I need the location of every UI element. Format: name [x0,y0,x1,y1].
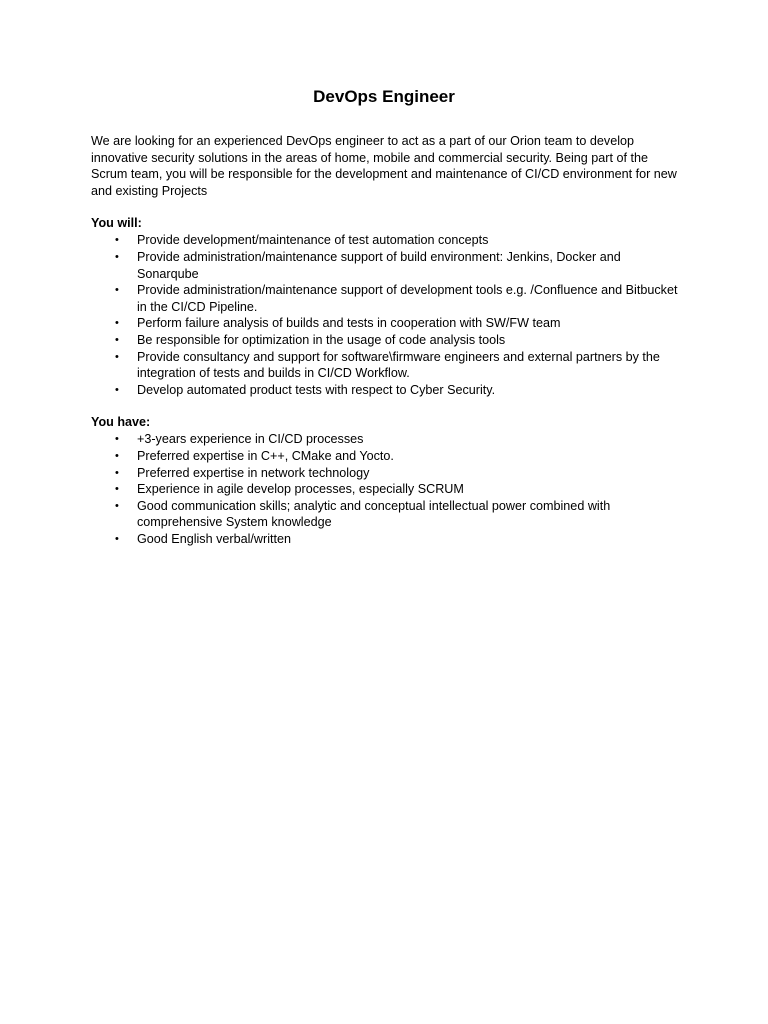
bullet-icon: • [115,383,119,396]
list-item-text: Provide administration/maintenance support of build environment: Jenkins, Docker and Sonarqube [137,249,621,281]
bullet-icon: • [115,433,119,446]
list-item-text: +3-years experience in CI/CD processes [137,432,364,447]
list-item [91,431,681,448]
list-item [91,465,681,482]
you-will-heading: You will: [91,216,142,231]
list-item-text: Good English verbal/written [137,531,292,546]
list-item-text: Provide consultancy and support for software\firmware engineers and external partners by the integration of tests and builds in CI/CD Workflow. [137,349,660,381]
list-item [91,531,681,548]
list-item [91,448,681,465]
list-item [91,481,681,498]
list-item-text: Develop automated product tests with respect to Cyber Security. [137,382,496,397]
bullet-icon: • [115,499,119,512]
bullet-icon: • [115,449,119,462]
list-item-text: Good communication skills; analytic and conceptual intellectual power combined with comprehensive System knowledge [137,498,611,530]
bullet-icon: • [115,250,119,263]
list-item-text: Provide development/maintenance of test automation concepts [137,233,489,248]
list-item-text: Preferred expertise in network technology [137,465,370,480]
intro-paragraph: We are looking for an experienced DevOps engineer to act as a part of our Orion team to develop innovative security solutions in the areas of home, mobile and commercial security. Being part of the Scrum team, you will be responsible for the development and maintenance of CI/CD environment for new and existing Projects [91,134,677,198]
list-item-text: Be responsible for optimization in the usage of code analysis tools [137,332,506,347]
bullet-icon: • [115,466,119,479]
list-item [91,232,681,249]
list-item [91,315,681,332]
list-item [91,249,681,282]
list-item-text: Preferred expertise in C++, CMake and Yocto. [137,448,394,463]
bullet-icon: • [115,483,119,496]
document-body [91,133,681,547]
bullet-icon: • [115,350,119,363]
you-have-heading: You have: [91,415,151,430]
list-item-text: Provide administration/maintenance support of development tools e.g. /Confluence and Bitbucket in the CI/CD Pipeline. [137,283,678,314]
list-item [91,349,681,382]
bullet-icon: • [115,317,119,330]
list-item [91,498,681,531]
list-item-text: Perform failure analysis of builds and tests in cooperation with SW/FW team [137,316,561,331]
bullet-icon: • [115,333,119,346]
list-item-text: Experience in agile develop processes, especially SCRUM [137,482,464,497]
page-title: DevOps Engineer [313,87,455,106]
list-item [91,382,681,399]
bullet-icon: • [115,284,119,297]
you-will-list [91,232,681,398]
list-item [91,282,681,315]
bullet-icon: • [115,234,119,247]
bullet-icon: • [115,532,119,545]
you-have-list [91,431,681,547]
list-item [91,332,681,349]
